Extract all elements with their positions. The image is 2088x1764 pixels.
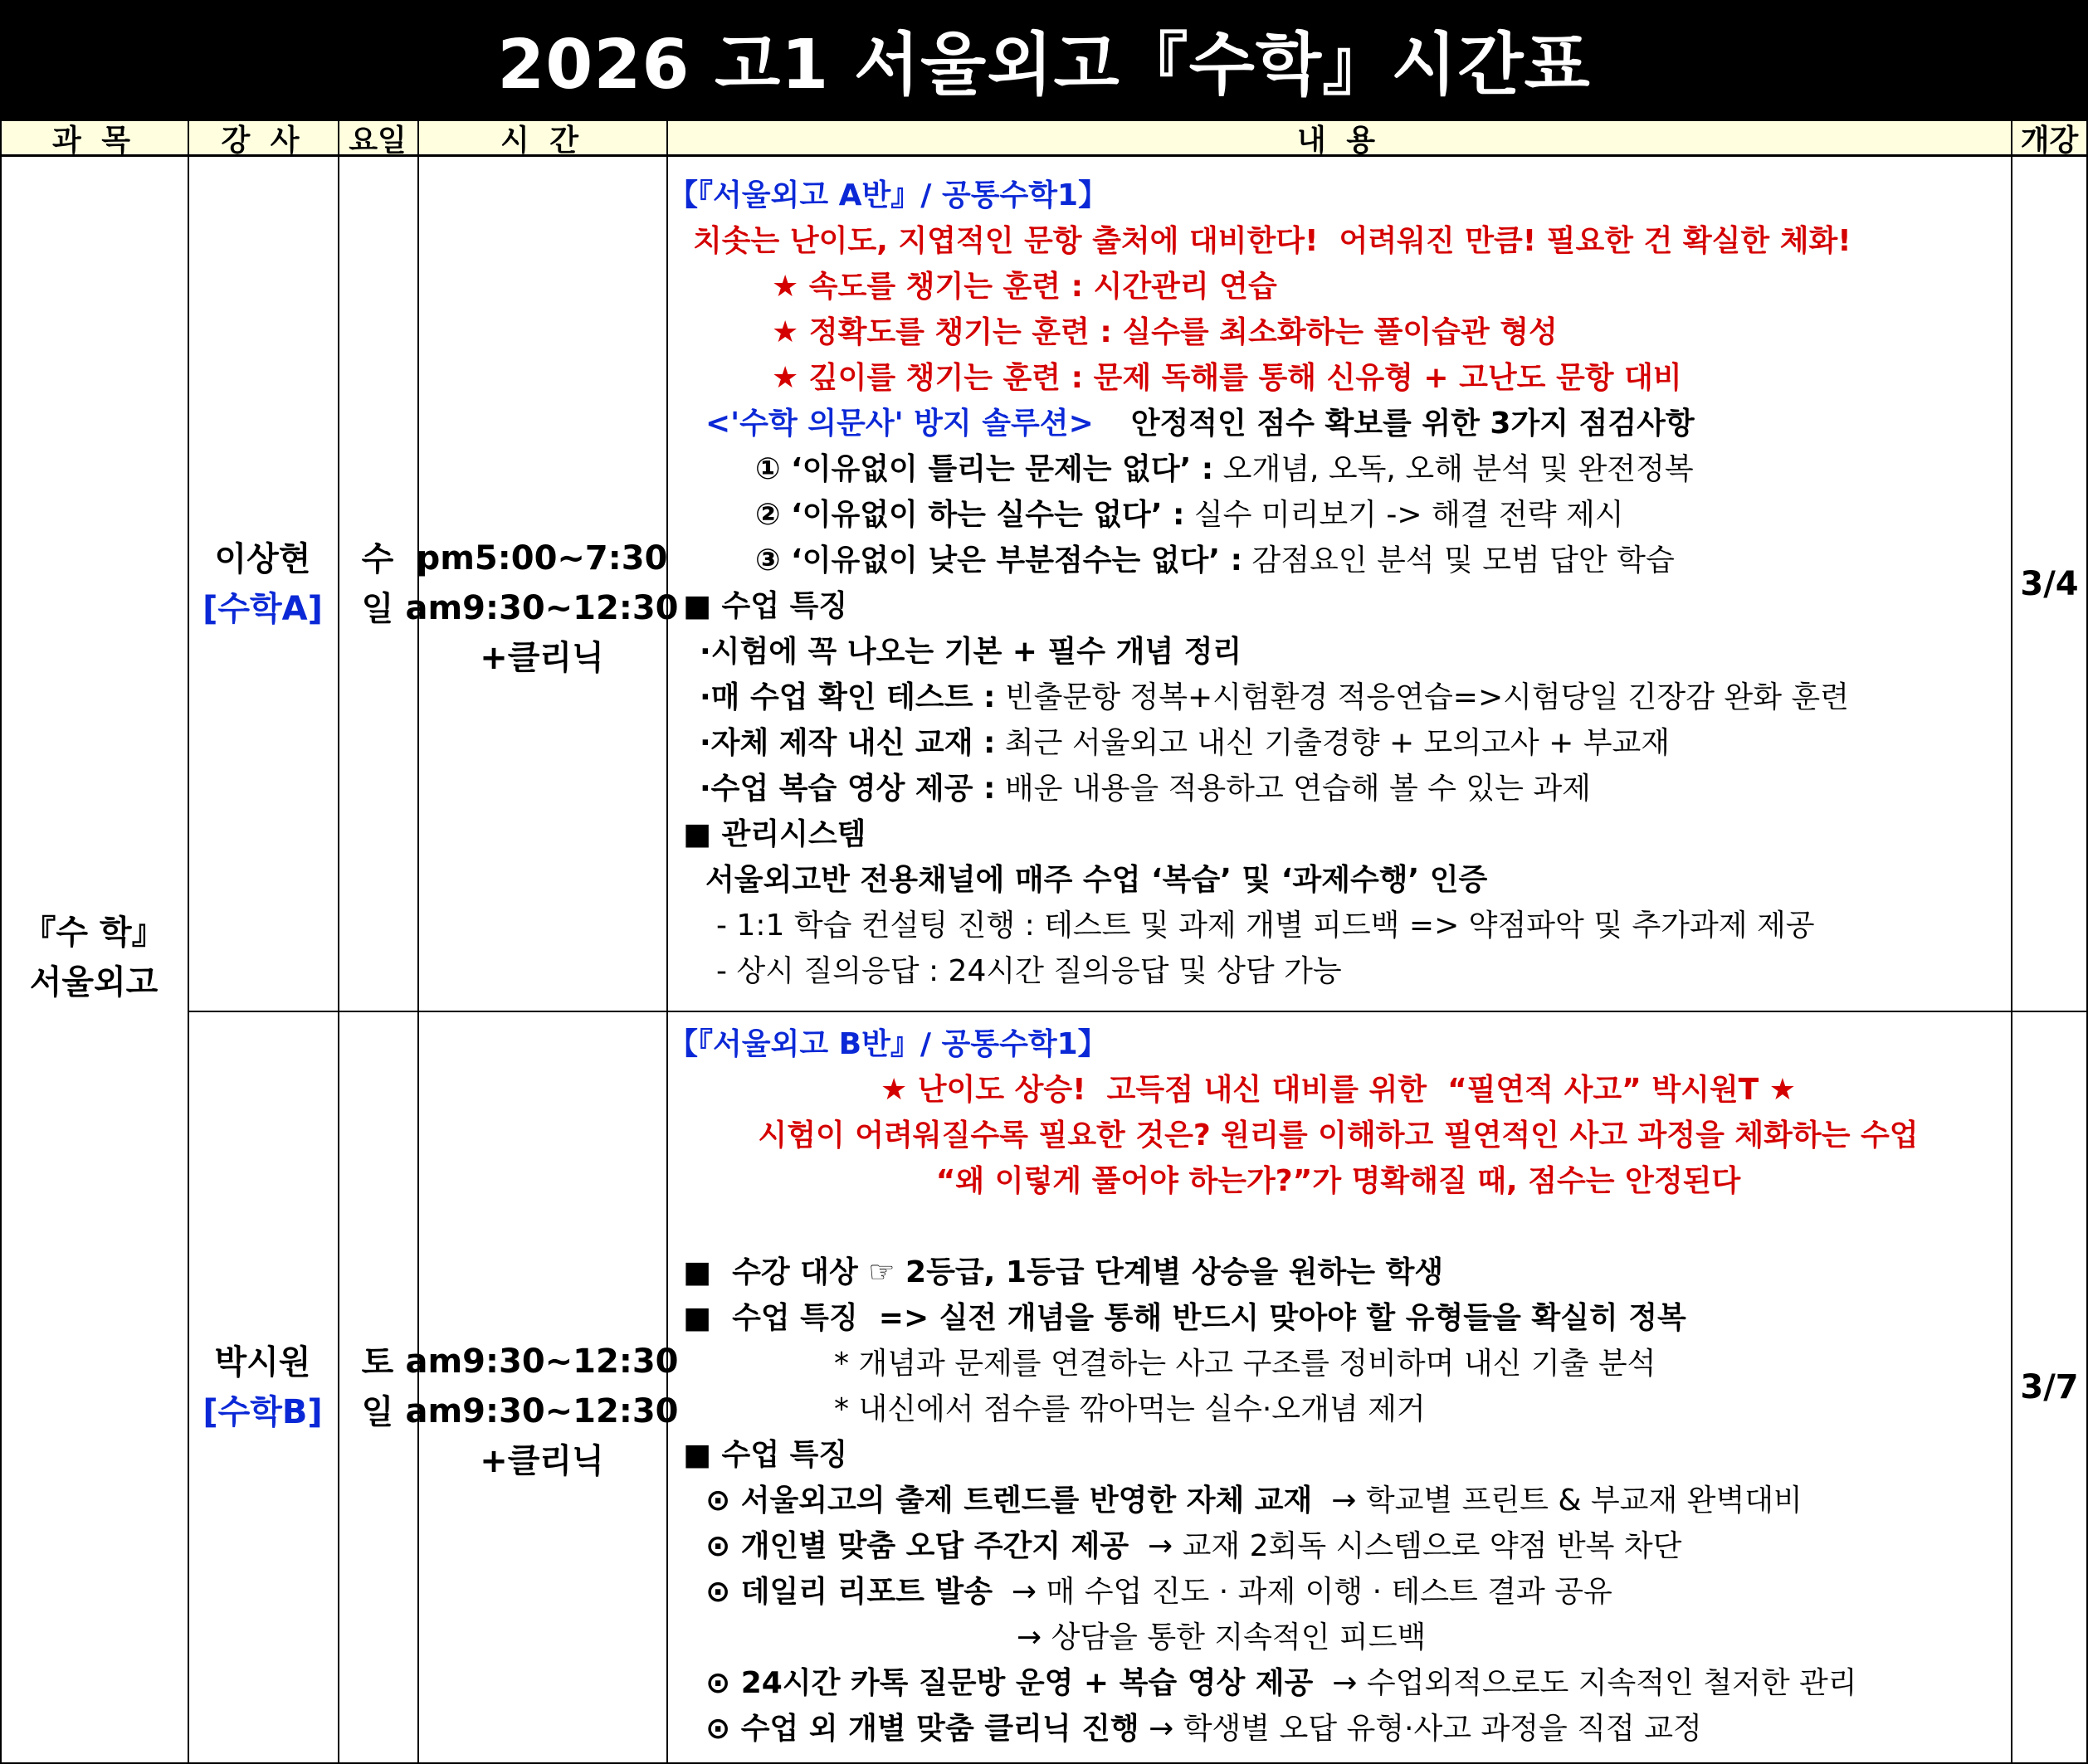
- class-b-target: ■ 수강 대상 ☞ 2등급, 1등급 단계별 상승을 원하는 학생: [683, 1255, 1444, 1289]
- class-a-day1: 수: [361, 539, 394, 578]
- class-a-star1: ★ 속도를 챙기는 훈련 : 시간관리 연습: [772, 270, 1277, 304]
- feat2-text: 빈출문항 정복+시험환경 적응연습=>시험당일 긴장감 완화 훈련: [995, 680, 1849, 714]
- class-a-start-cell: [2011, 157, 2088, 1011]
- check2-text: 실수 미리보기 -> 해결 전략 제시: [1184, 498, 1624, 532]
- class-a-feat1: ·시험에 꼭 나오는 기본 + 필수 개념 정리: [700, 635, 1242, 669]
- class-a-time-cell: [405, 157, 679, 1011]
- point2-label: ⊙ 개인별 맞춤 오답 주간지 제공: [705, 1529, 1129, 1563]
- header-subject: 과 목: [51, 123, 136, 158]
- point3-label: ⊙ 데일리 리포트 발송: [705, 1575, 993, 1609]
- subject-cell: [0, 157, 188, 1764]
- class-a-manage-title: ■ 관리시스템: [683, 817, 866, 851]
- class-a-teacher-name: 이상현: [214, 539, 311, 578]
- header-day: 요일: [349, 123, 407, 158]
- class-b-time1: am9:30~12:30: [405, 1342, 679, 1381]
- class-b-feature2: ■ 수업 특징: [683, 1438, 848, 1472]
- class-b-tag: [수학B]: [202, 1393, 323, 1431]
- feat3-text: 최근 서울외고 내신 기출경향 + 모의고사 + 부교재: [995, 726, 1671, 760]
- point5-text: → 학생별 오답 유형·사고 과정을 직접 교정: [1139, 1712, 1702, 1746]
- class-b-content: [668, 1021, 2008, 1752]
- class-a-feat3: [668, 720, 2008, 766]
- feat3-label: ·자체 제작 내신 교재 :: [700, 726, 996, 760]
- subject-school: 서울외고: [29, 963, 159, 1001]
- class-b-day1: 토: [361, 1343, 394, 1381]
- class-b-heading: 【『서울외고 B반』/ 공통수학1】: [668, 1027, 1108, 1061]
- class-b-point5: [668, 1706, 2008, 1752]
- feat4-text: 배운 내용을 적용하고 연습해 볼 수 있는 과제: [995, 772, 1591, 806]
- feat4-label: ·수업 복습 영상 제공 :: [700, 772, 996, 806]
- point1-label: ⊙ 서울외고의 출제 트렌드를 반영한 자체 교재: [705, 1484, 1313, 1518]
- class-a-feat2: [668, 675, 2008, 720]
- class-a-solution-label: <'수학 의문사' 방지 솔루션>: [705, 407, 1094, 441]
- class-a-check3: [668, 538, 2008, 583]
- point5-label: ⊙ 수업 외 개별 맞춤 클리닉 진행: [705, 1712, 1139, 1746]
- class-b-start-cell: [2011, 1012, 2088, 1762]
- class-a-star3: ★ 깊이를 챙기는 훈련 : 문제 독해를 통해 신유형 + 고난도 문항 대비: [772, 361, 1682, 395]
- header-teacher: 강 사: [221, 123, 305, 158]
- check3-label: ③ ‘이유없이 낮은 부분점수는 없다’ :: [755, 543, 1242, 577]
- class-b-point2: [668, 1523, 2008, 1569]
- point3-text: → 매 수업 진도 · 과제 이행 · 테스트 결과 공유: [992, 1575, 1612, 1609]
- class-a-time3: +클리닉: [480, 638, 604, 677]
- class-a-tag: [수학A]: [202, 589, 323, 628]
- class-a-manage1: 서울외고반 전용채널에 매주 수업 ‘복습’ 및 ‘과제수행’ 인증: [705, 863, 1488, 897]
- check2-label: ② ‘이유없이 하는 실수는 없다’ :: [755, 498, 1185, 532]
- blank-line: [668, 1204, 2008, 1250]
- check3-text: 감점요인 분석 및 모범 답안 학습: [1242, 543, 1675, 577]
- class-b-teacher-name: 박시원: [214, 1343, 311, 1381]
- feat2-label: ·매 수업 확인 테스트 :: [700, 680, 996, 714]
- class-a-feat4: [668, 766, 2008, 811]
- check1-text: 오개념, 오독, 오해 분석 및 완전정복: [1213, 452, 1694, 486]
- class-b-point3: [668, 1569, 2008, 1615]
- class-b-sub1: * 개념과 문제를 연결하는 사고 구조를 정비하며 내신 기출 분석: [834, 1347, 1656, 1381]
- class-b-start-date: 3/7: [2020, 1368, 2079, 1406]
- check1-label: ① ‘이유없이 틀리는 문제는 없다’ :: [755, 452, 1214, 486]
- class-b-sub2: * 내신에서 점수를 깎아먹는 실수·오개념 제거: [834, 1392, 1426, 1426]
- class-a-solution-desc: 안정적인 점수 확보를 위한 3가지 점검사항: [1130, 407, 1695, 441]
- header-start: 개강: [2020, 123, 2079, 158]
- class-a-manage3: - 상시 질의응답 : 24시간 질의응답 및 상담 가능: [716, 954, 1342, 988]
- point1-text: → 학교별 프린트 & 부교재 완벽대비: [1312, 1484, 1803, 1518]
- class-a-time1: pm5:00~7:30: [416, 538, 668, 577]
- header-content: 내 용: [1296, 123, 1381, 158]
- class-a-check2: [668, 492, 2008, 538]
- class-a-time2: am9:30~12:30: [405, 588, 679, 627]
- class-b-time2: am9:30~12:30: [405, 1392, 679, 1430]
- class-a-day2: 일: [361, 589, 394, 628]
- class-a-content: [668, 173, 2008, 994]
- point4-label: ⊙ 24시간 카톡 질문방 운영 + 복습 영상 제공: [705, 1666, 1314, 1700]
- class-b-time3: +클리닉: [480, 1442, 604, 1480]
- point2-text: → 교재 2회독 시스템으로 약점 반복 차단: [1129, 1529, 1682, 1563]
- class-b-point3-cont: → 상담을 통한 지속적인 피드백: [1017, 1620, 1427, 1654]
- class-a-slogan: 치솟는 난이도, 지엽적인 문항 출처에 대비한다! 어려워진 만큼! 필요한 건 확실한 체화!: [693, 224, 1851, 258]
- class-a-solution: [668, 401, 2008, 446]
- subject-name: 『수 학』: [22, 914, 165, 952]
- class-a-heading: 【『서울외고 A반』/ 공통수학1】: [668, 178, 1109, 212]
- class-b-slogan1: ★ 난이도 상승! 고득점 내신 대비를 위한 “필연적 사고” 박시원T ★: [880, 1073, 1797, 1107]
- class-a-check1: [668, 446, 2008, 492]
- class-b-point4: [668, 1660, 2008, 1706]
- table-header-row: [0, 119, 2088, 157]
- class-a-star2: ★ 정확도를 챙기는 훈련 : 실수를 최소화하는 풀이습관 형성: [772, 315, 1558, 349]
- page-title: 2026 고1 서울외고『수학』시간표: [0, 0, 2088, 119]
- point4-text: → 수업외적으로도 지속적인 철저한 관리: [1313, 1666, 1857, 1700]
- class-b-slogan2: 시험이 어려워질수록 필요한 것은? 원리를 이해하고 필연적인 사고 과정을 체화하는 수업: [758, 1118, 1919, 1152]
- class-b-feature1: ■ 수업 특징 => 실전 개념을 통해 반드시 맞아야 할 유형들을 확실히 정복: [683, 1301, 1686, 1335]
- class-b-teacher-cell: [188, 1012, 338, 1762]
- class-b-slogan3: “왜 이렇게 풀어야 하는가?”가 명확해질 때, 점수는 안정된다: [935, 1164, 1741, 1198]
- header-time: 시 간: [500, 123, 584, 158]
- class-b-day2: 일: [361, 1393, 394, 1431]
- class-a-start-date: 3/4: [2020, 564, 2079, 603]
- class-b-point1: [668, 1478, 2008, 1523]
- class-a-manage2: - 1:1 학습 컨설팅 진행 : 테스트 및 과제 개별 피드백 => 약점파악 및 추가과제 제공: [716, 909, 1815, 943]
- class-a-feature-title: ■ 수업 특징: [683, 589, 848, 623]
- class-b-time-cell: [405, 1012, 679, 1762]
- class-a-teacher-cell: [188, 157, 338, 1011]
